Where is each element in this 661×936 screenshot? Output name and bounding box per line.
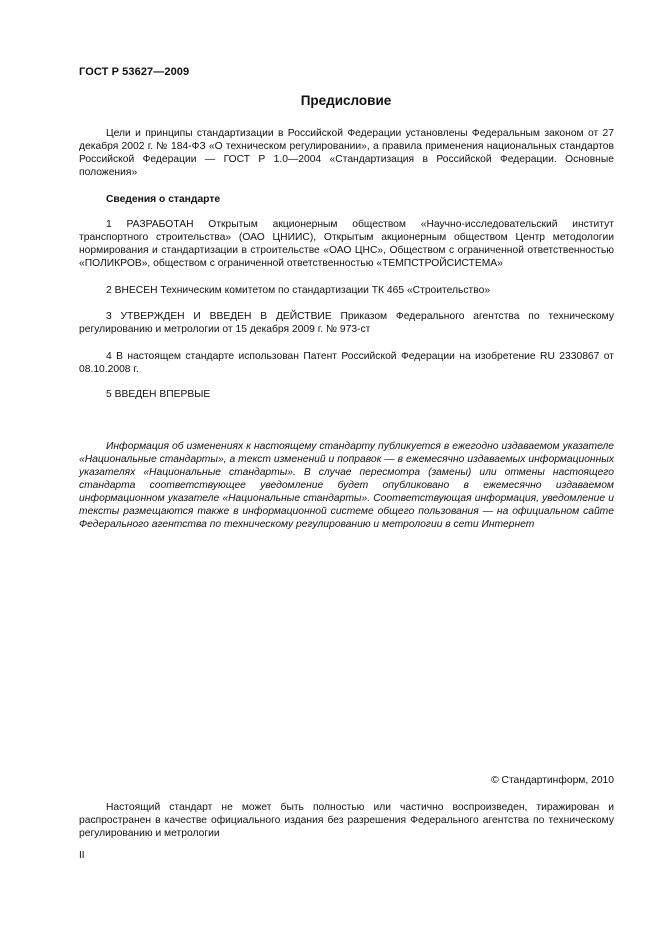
intro-paragraph: Цели и принципы стандартизации в Российской Федерации установлены Федеральным законом от 27 декабря 2002 г. № 184-ФЗ «О техническом регулировании», а правила применения национальных стандартов Российской Федерации — ГОСТ Р 1.0—2004 «Стандартизация в Российской Федерации. Основные положения» [79,128,614,178]
item-approved: 3 УТВЕРЖДЕН И ВВЕДЕН В ДЕЙСТВИЕ Приказом Федерального агентства по техническому регулированию и метрологии от 15 декабря 2009 г. № 973-ст [79,311,614,335]
page-number: II [79,850,85,861]
legal-paragraph: Настоящий стандарт не может быть полностью или частично воспроизведен, тиражирован и распространен в качестве официального издания без разрешения Федерального агентства по техническому регулированию и метрологии [79,802,614,839]
page-title: Предисловие [300,93,392,108]
notice-paragraph: Информация об изменениях к настоящему стандарту публикуется в ежегодно издаваемом указателе «Национальные стандарты», а текст изменений и поправок — в ежемесячно издаваемых информационных указателях «Национальные стандарты». В случае пересмотра (замены) или отмены настоящего стандарта соответствующее уведомление будет опубликовано в ежемесячно издаваемом информационном указателе «Национальные стандарты». Соответствующая информация, уведомление и тексты размещаются также в информационной системе общего пользования — на официальном сайте Федерального агентства по техническому регулированию и метрологии в сети Интернет [79,441,614,530]
copyright-line: © Стандартинформ, 2010 [491,775,614,786]
document-code: ГОСТ Р 53627—2009 [79,66,190,78]
item-developed: 1 РАЗРАБОТАН Открытым акционерным обществом «Научно-исследовательский институт транспортного строительства» (ОАО ЦНИИС), Открытым акционерным обществом Центр методологии нормирования и стандартизации в строительстве «ОАО ЦНС», Обществом с ограниченной ответственностью «ПОЛИКРОВ», обществом с ограниченной ответственностью «ТЕМПСТРОЙСИСТЕМА» [79,219,614,269]
info-heading: Сведения о стандарте [106,194,221,205]
item-first-introduced: 5 ВВЕДЕН ВПЕРВЫЕ [106,389,211,400]
item-introduced: 2 ВНЕСЕН Техническим комитетом по стандартизации ТК 465 «Строительство» [106,285,491,296]
item-patent: 4 В настоящем стандарте использован Патент Российской Федерации на изобретение RU 2330867 от 08.10.2008 г. [79,351,614,375]
